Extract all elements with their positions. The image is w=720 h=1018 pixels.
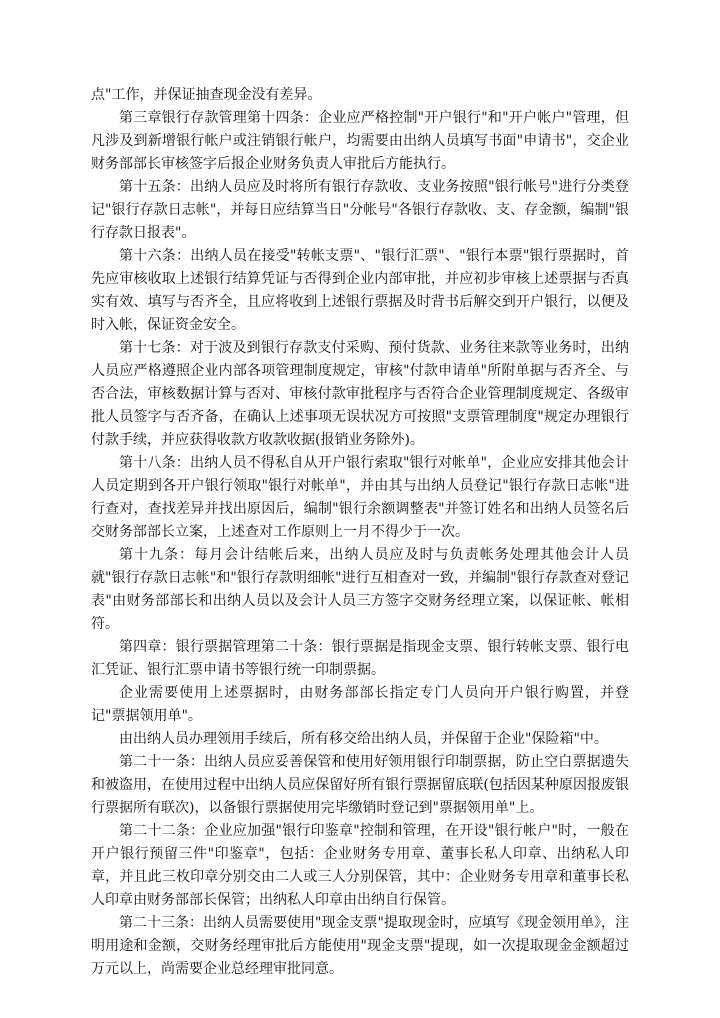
paragraph-2: 第三章银行存款管理第十四条：企业应严格控制"开户银行"和"开户帐户"管理，但凡涉及到新增银行帐户或注销银行帐户，均需要由出纳人员填写书面"申请书"，交企业财务部部长审核签字后报企业财务负责人审批后方能执行。 [91, 110, 629, 172]
paragraph-9: 企业需要使用上述票据时，由财务部部长指定专门人员向开户银行购置，并登记"票据领用单"。 [91, 685, 629, 724]
paragraph-11: 第二十一条：出纳人员应妥善保管和使用好领用银行印制票据，防止空白票据遗失和被盗用，在使用过程中出纳人员应保留好所有银行票据留底联(包括因某种原因报废银行票据所有联次)，以备银行票据使用完毕缴销时登记到"票据领用单"上。 [91, 754, 629, 816]
paragraph-6: 第十八条：出纳人员不得私自从开户银行索取"银行对帐单"，企业应安排其他会计人员定期到各开户银行领取"银行对帐单"，并由其与出纳人员登记"银行存款日志帐"进行查对，查找差异并找出原因后，编制"银行余额调整表"并签订姓名和出纳人员签名后交财务部部长立案，上述查对工作原则上一月不得少于一次。 [91, 455, 629, 540]
document-body [91, 84, 629, 981]
paragraph-4: 第十六条：出纳人员在接受"转帐支票"、"银行汇票"、"银行本票"银行票据时，首先应审核收取上述银行结算凭证与否得到企业内部审批，并应初步审核上述票据与否真实有效、填写与否齐全，且应将收到上述银行票据及时背书后解交到开户银行，以便及时入帐，保证资金安全。 [91, 248, 629, 333]
paragraph-1: 点"工作，并保证抽查现金没有差异。 [91, 87, 322, 103]
paragraph-8: 第四章：银行票据管理第二十条：银行票据是指现金支票、银行转帐支票、银行电汇凭证、银行汇票申请书等银行统一印制票据。 [91, 639, 629, 678]
paragraph-5: 第十七条：对于波及到银行存款支付采购、预付货款、业务往来款等业务时，出纳人员应严格遵照企业内部各项管理制度规定，审核"付款申请单"所附单据与否齐全、与否合法，审核数据计算与否对、审核付款审批程序与否符合企业管理制度规定、各级审批人员签字与否齐备，在确认上述事项无误状况方可按照"支票管理制度"规定办理银行付款手续，并应获得收款方收款收据(报销业务除外)。 [91, 340, 629, 448]
paragraph-10: 由出纳人员办理领用手续后，所有移交给出纳人员，并保留于企业"保险箱"中。 [119, 731, 608, 747]
paragraph-7: 第十九条：每月会计结帐后来，出纳人员应及时与负责帐务处理其他会计人员就"银行存款日志帐"和"银行存款明细帐"进行互相查对一致，并编制"银行存款查对登记表"由财务部部长和出纳人员以及会计人员三方签字交财务经理立案，以保证帐、帐相符。 [91, 547, 629, 632]
paragraph-13: 第二十三条：出纳人员需要使用"现金支票"提取现金时，应填写《现金领用单》，注明用途和金额，交财务经理审批后方能使用"现金支票"提现，如一次提取现金金额超过万元以上，尚需要企业总经理审批同意。 [91, 915, 629, 977]
paragraph-3: 第十五条：出纳人员应及时将所有银行存款收、支业务按照"银行帐号"进行分类登记"银行存款日志帐"，并每日应结算当日"分帐号"各银行存款收、支、存金额，编制"银行存款日报表"。 [91, 179, 629, 241]
paragraph-12: 第二十二条：企业应加强"银行印鉴章"控制和管理，在开设"银行帐户"时，一般在开户银行预留三件"印鉴章"，包括：企业财务专用章、董事长私人印章、出纳私人印章，并且此三枚印章分别交由二人或三人分别保管，其中：企业财务专用章和董事长私人印章由财务部部长保管；出纳私人印章由出纳自行保管。 [91, 823, 629, 908]
